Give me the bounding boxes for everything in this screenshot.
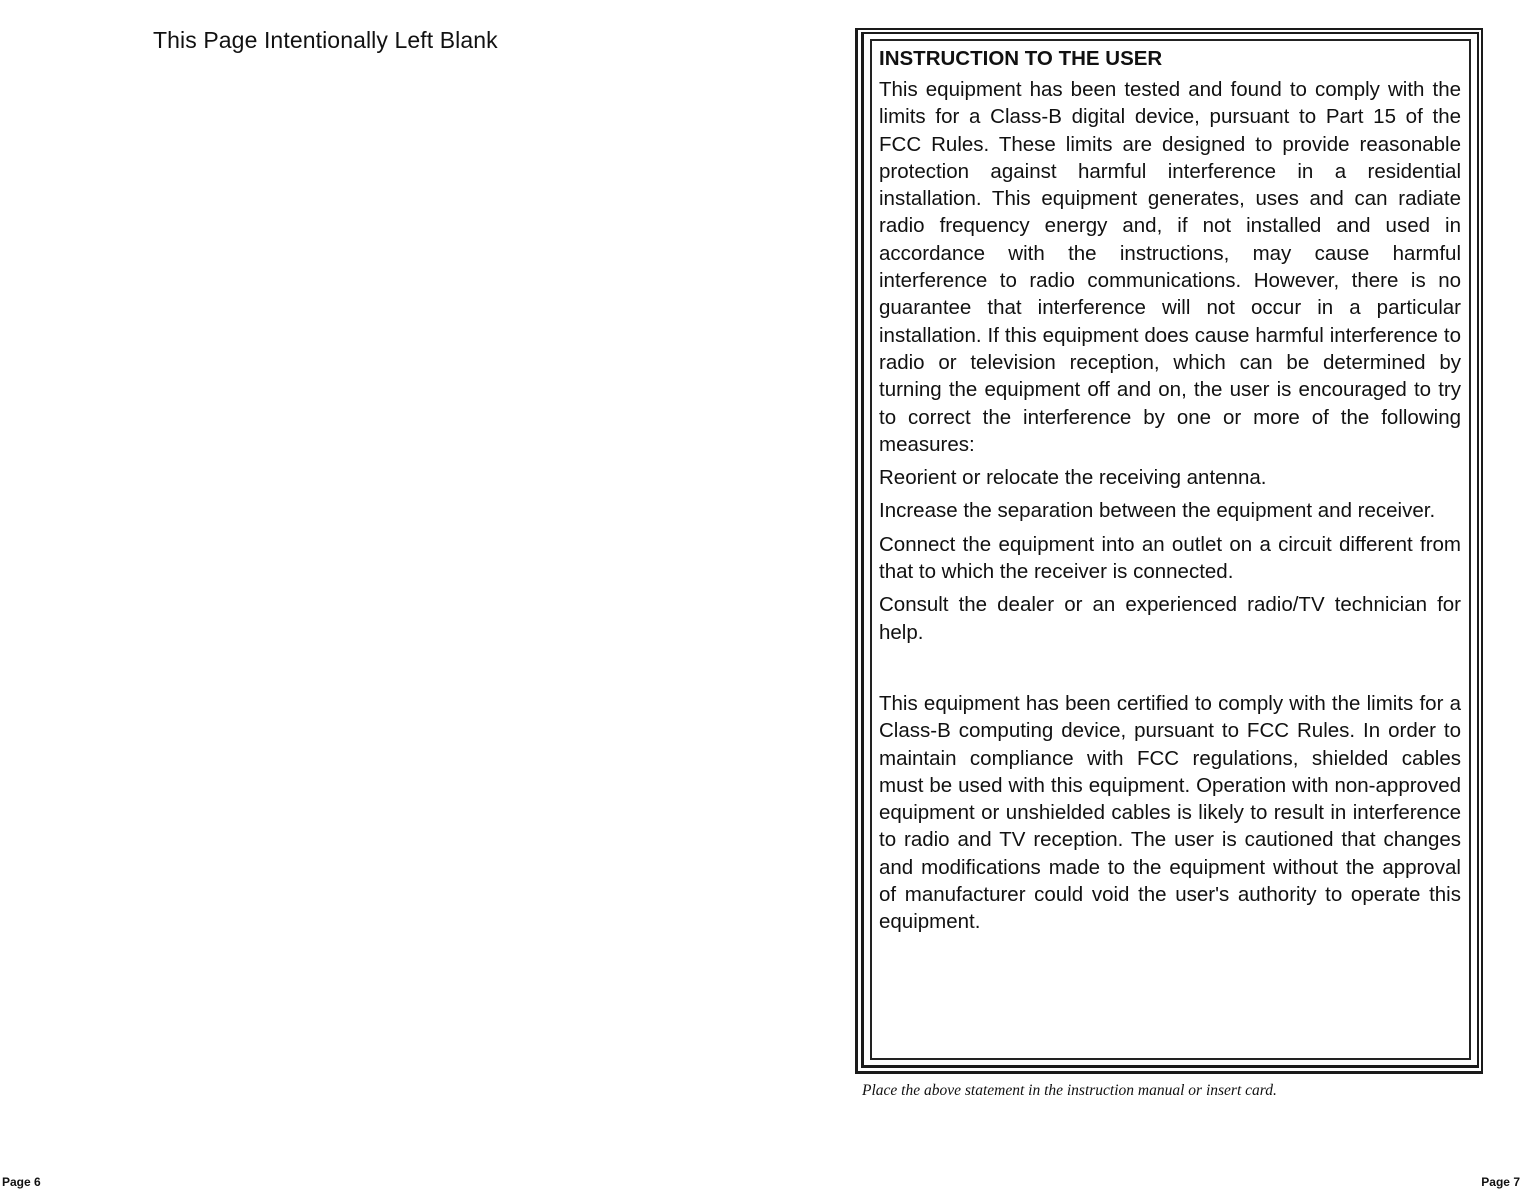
page-number-right: Page 7: [1481, 1175, 1520, 1189]
left-page: [0, 0, 760, 1192]
statement-caption: Place the above statement in the instruction manual or insert card.: [862, 1082, 1277, 1099]
blank-page-note: This Page Intentionally Left Blank: [153, 27, 498, 53]
measure-item: Increase the separation between the equipment and receiver.: [879, 499, 1436, 523]
certification-paragraph: This equipment has been certified to comply with the limits for a Class-B computing device, pursuant to FCC Rules. In order to maintain compliance with FCC regulations, shielded cables must be used with this equipment. Operation with non-approved equipment or unshielded cables is likely to result in interference to radio and TV reception. The user is cautioned that changes and modifications made to the equipment without the approval of manufacturer could void the user's authority to operate this equipment.: [879, 691, 1461, 934]
page-number-left: Page 6: [2, 1175, 41, 1189]
statement-heading: INSTRUCTION TO THE USER: [879, 47, 1163, 70]
measure-item: Connect the equipment into an outlet on a circuit different from that to which the receiver is connected.: [879, 532, 1461, 584]
measure-item: Reorient or relocate the receiving antenna.: [879, 466, 1267, 490]
intro-paragraph: This equipment has been tested and found to comply with the limits for a Class-B digital device, pursuant to Part 15 of the FCC Rules. These limits are designed to provide reasonable protection against harmful interference in a residential installation. This equipment generates, uses and can radiate radio frequency energy and, if not installed and used in accordance with the instructions, may cause harmful interference to radio communications. However, there is no guarantee that interference will not occur in a particular installation. If this equipment does cause harmful interference to radio or television reception, which can be determined by turning the equipment off and on, the user is encouraged to try to correct the interference by one or more of the following measures:: [879, 78, 1461, 456]
measures-list: [879, 464, 1461, 646]
measure-item: Consult the dealer or an experienced radio/TV technician for help.: [879, 593, 1461, 644]
fcc-statement: [879, 45, 1461, 936]
